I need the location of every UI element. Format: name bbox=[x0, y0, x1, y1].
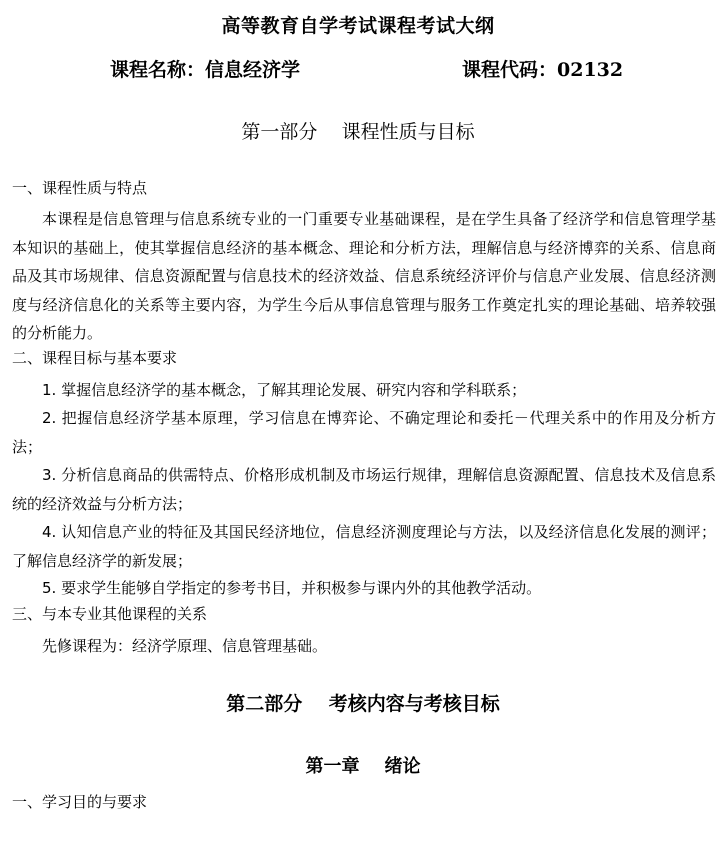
part2-title: 第二部分 考核内容与考核目标 bbox=[226, 693, 500, 715]
goal-item-3: 3. 分析信息商品的供需特点、价格形成机制及市场运行规律，理解信息资源配置、信息技术及信息系统的经济效益与分析方法； bbox=[12, 466, 716, 513]
section-heading-nature: 一、课程性质与特点 bbox=[12, 179, 148, 197]
part1-title: 第一部分 课程性质与目标 bbox=[241, 121, 475, 143]
course-code: 课程代码：02132 bbox=[462, 59, 624, 81]
section-heading-relations: 三、与本专业其他课程的关系 bbox=[12, 605, 208, 623]
document-title: 高等教育自学考试课程考试大纲 bbox=[221, 15, 495, 37]
prerequisite-line: 先修课程为：经济学原理、信息管理基础。 bbox=[42, 637, 328, 655]
course-info-row bbox=[0, 55, 716, 83]
goal-item-4: 4. 认知信息产业的特征及其国民经济地位，信息经济测度理论与方法，以及经济信息化发展的测评；了解信息经济学的新发展； bbox=[12, 523, 716, 570]
goal-item-1: 1. 掌握信息经济学的基本概念，了解其理论发展、研究内容和学科联系； bbox=[42, 381, 527, 399]
section-heading-learning-goals: 一、学习目的与要求 bbox=[12, 793, 148, 811]
goal-item-2: 2. 把握信息经济学基本原理，学习信息在博弈论、不确定理论和委托－代理关系中的作用及分析方法； bbox=[12, 409, 716, 456]
nature-paragraph: 本课程是信息管理与信息系统专业的一门重要专业基础课程，是在学生具备了经济学和信息管理学基本知识的基础上，使其掌握信息经济的基本概念、理论和分析方法，理解信息与经济博弈的关系、信息商品及其市场规律、信息资源配置与信息技术的经济效益、信息系统经济评价与信息产业发展、信息经济测度与经济信息化的关系等主要内容，为学生今后从事信息管理与服务工作奠定扎实的理论基础、培养较强的分析能力。 bbox=[12, 210, 716, 342]
chapter1-title: 第一章 绪论 bbox=[305, 756, 421, 777]
course-name: 课程名称：信息经济学 bbox=[110, 59, 301, 81]
section-heading-goals: 二、课程目标与基本要求 bbox=[12, 349, 178, 367]
goal-item-5: 5. 要求学生能够自学指定的参考书目，并积极参与课内外的其他教学活动。 bbox=[42, 579, 542, 597]
